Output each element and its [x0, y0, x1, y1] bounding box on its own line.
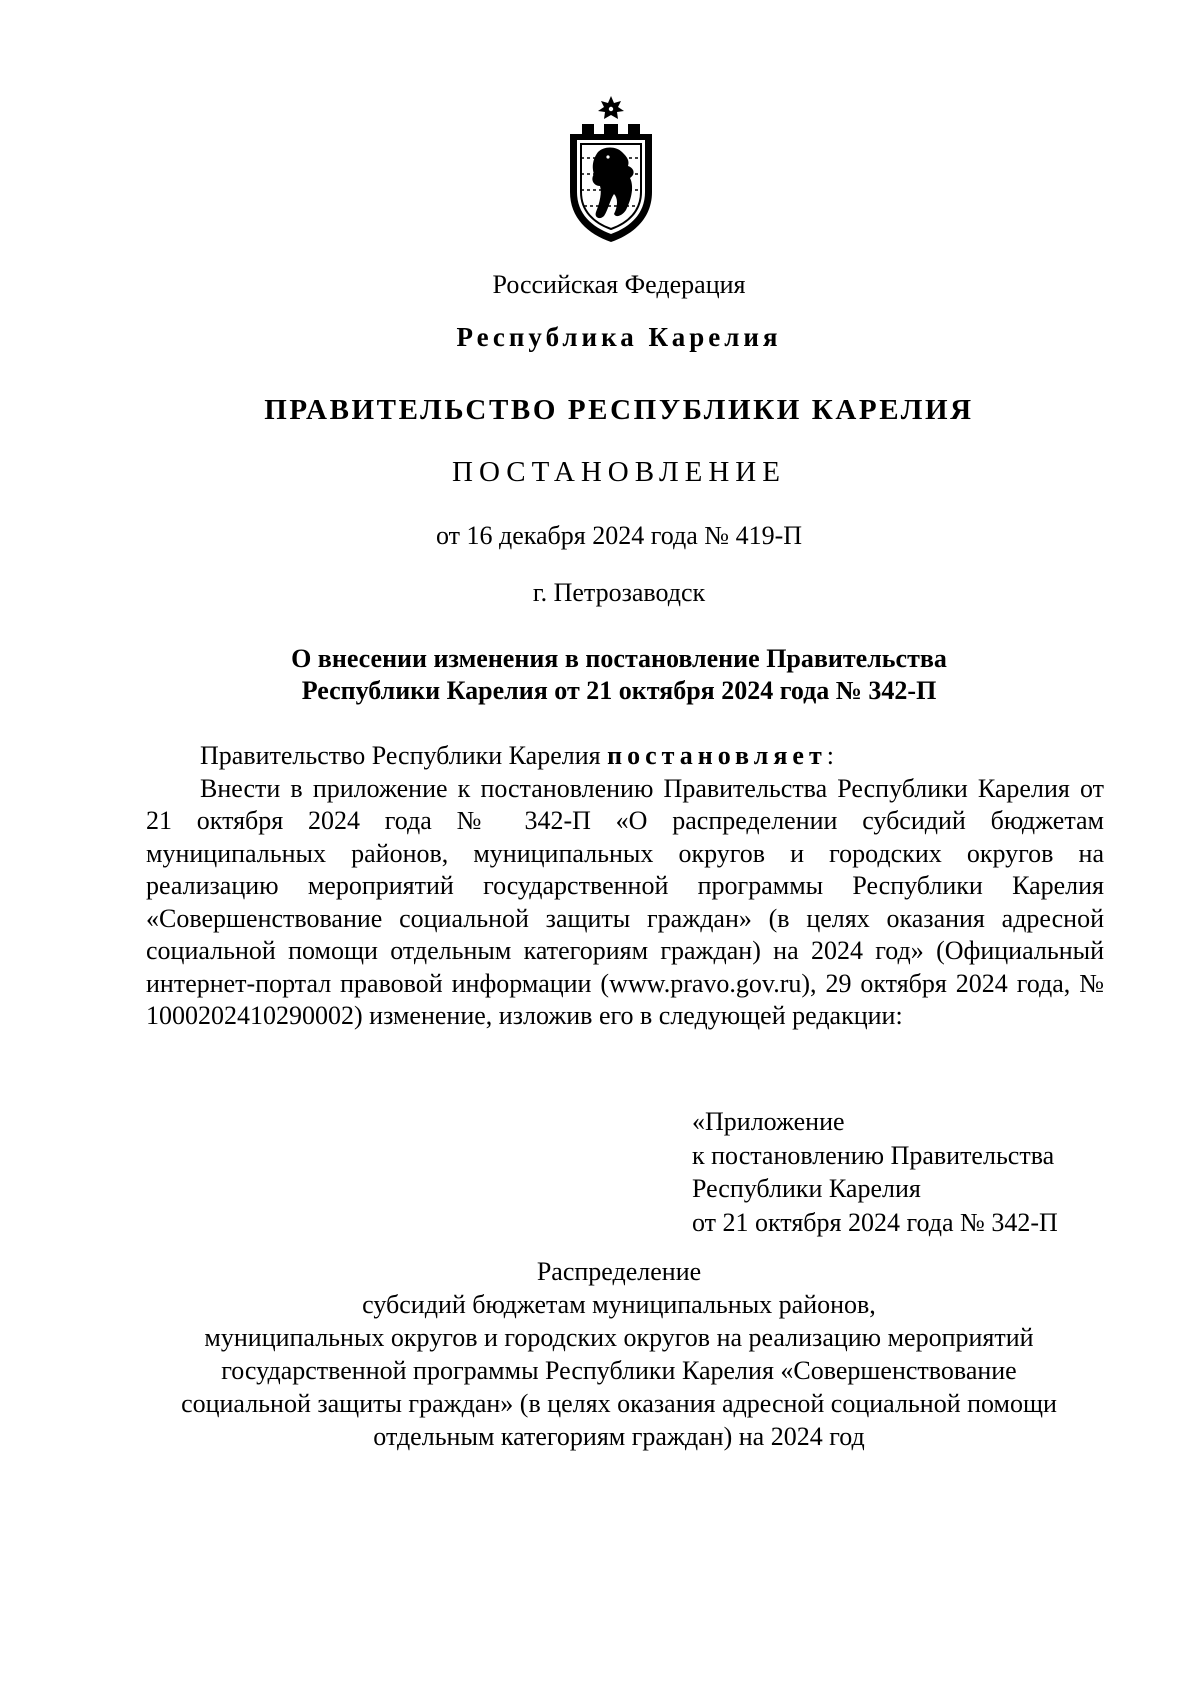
- distribution-line: муниципальных округов и городских округов на реализацию мероприятий: [204, 1323, 1034, 1352]
- decree-word: постановляет: [607, 741, 827, 770]
- appendix-line: Республики Карелия: [692, 1174, 921, 1203]
- distribution-line: социальной защиты граждан» (в целях оказания адресной социальной помощи: [181, 1389, 1057, 1418]
- distribution-title: [0, 1255, 1200, 1453]
- document-city: г. Петрозаводск: [532, 578, 706, 607]
- decree-intro: Правительство Республики Карелия: [200, 741, 608, 770]
- distribution-line: государственной программы Республики Карелия «Совершенствование: [221, 1356, 1017, 1385]
- republic-name: Республика Карелия: [456, 322, 782, 352]
- distribution-line: Распределение: [536, 1257, 702, 1286]
- appendix-line: «Приложение: [692, 1107, 845, 1136]
- appendix-header: [692, 1105, 1058, 1239]
- government-name: ПРАВИТЕЛЬСТВО РЕСПУБЛИКИ КАРЕЛИЯ: [264, 394, 974, 426]
- karelia-coat-of-arms-icon: [564, 94, 658, 244]
- country-name: Российская Федерация: [492, 270, 746, 299]
- appendix-line: к постановлению Правительства: [692, 1140, 1055, 1170]
- document-date-number: от 16 декабря 2024 года № 419-П: [435, 521, 803, 550]
- subject-line: Республики Карелия от 21 октября 2024 года № 342-П: [301, 676, 937, 705]
- decree-statement: [146, 740, 1104, 773]
- decree-colon: :: [826, 741, 834, 770]
- appendix-line: от 21 октября 2024 года № 342-П: [692, 1207, 1058, 1237]
- distribution-line: субсидий бюджетам муниципальных районов,: [362, 1290, 876, 1319]
- distribution-line: отдельным категориям граждан) на 2024 год: [373, 1422, 865, 1451]
- document-body: [146, 740, 1104, 1033]
- document-subject: [0, 643, 1200, 707]
- document-type: ПОСТАНОВЛЕНИЕ: [452, 456, 786, 488]
- subject-line: О внесении изменения в постановление Правительства: [291, 644, 947, 673]
- decree-paragraph: Внести в приложение к постановлению Правительства Республики Карелия от 21 октября 2024 года № 342-П «О распределении субсидий бюджетам муниципальных районов, муниципальных округов и городских округов на реализацию мероприятий государственной программы Республики Карелия «Совершенствование социальной защиты граждан» (в целях оказания адресной социальной помощи отдельным категориям граждан) на 2024 год» (Официальный интернет-портал правовой информации (www.pravo.gov.ru), 29 октября 2024 года, № 1000202410290002) изменение, изложив его в следующей редакции:: [146, 773, 1104, 1030]
